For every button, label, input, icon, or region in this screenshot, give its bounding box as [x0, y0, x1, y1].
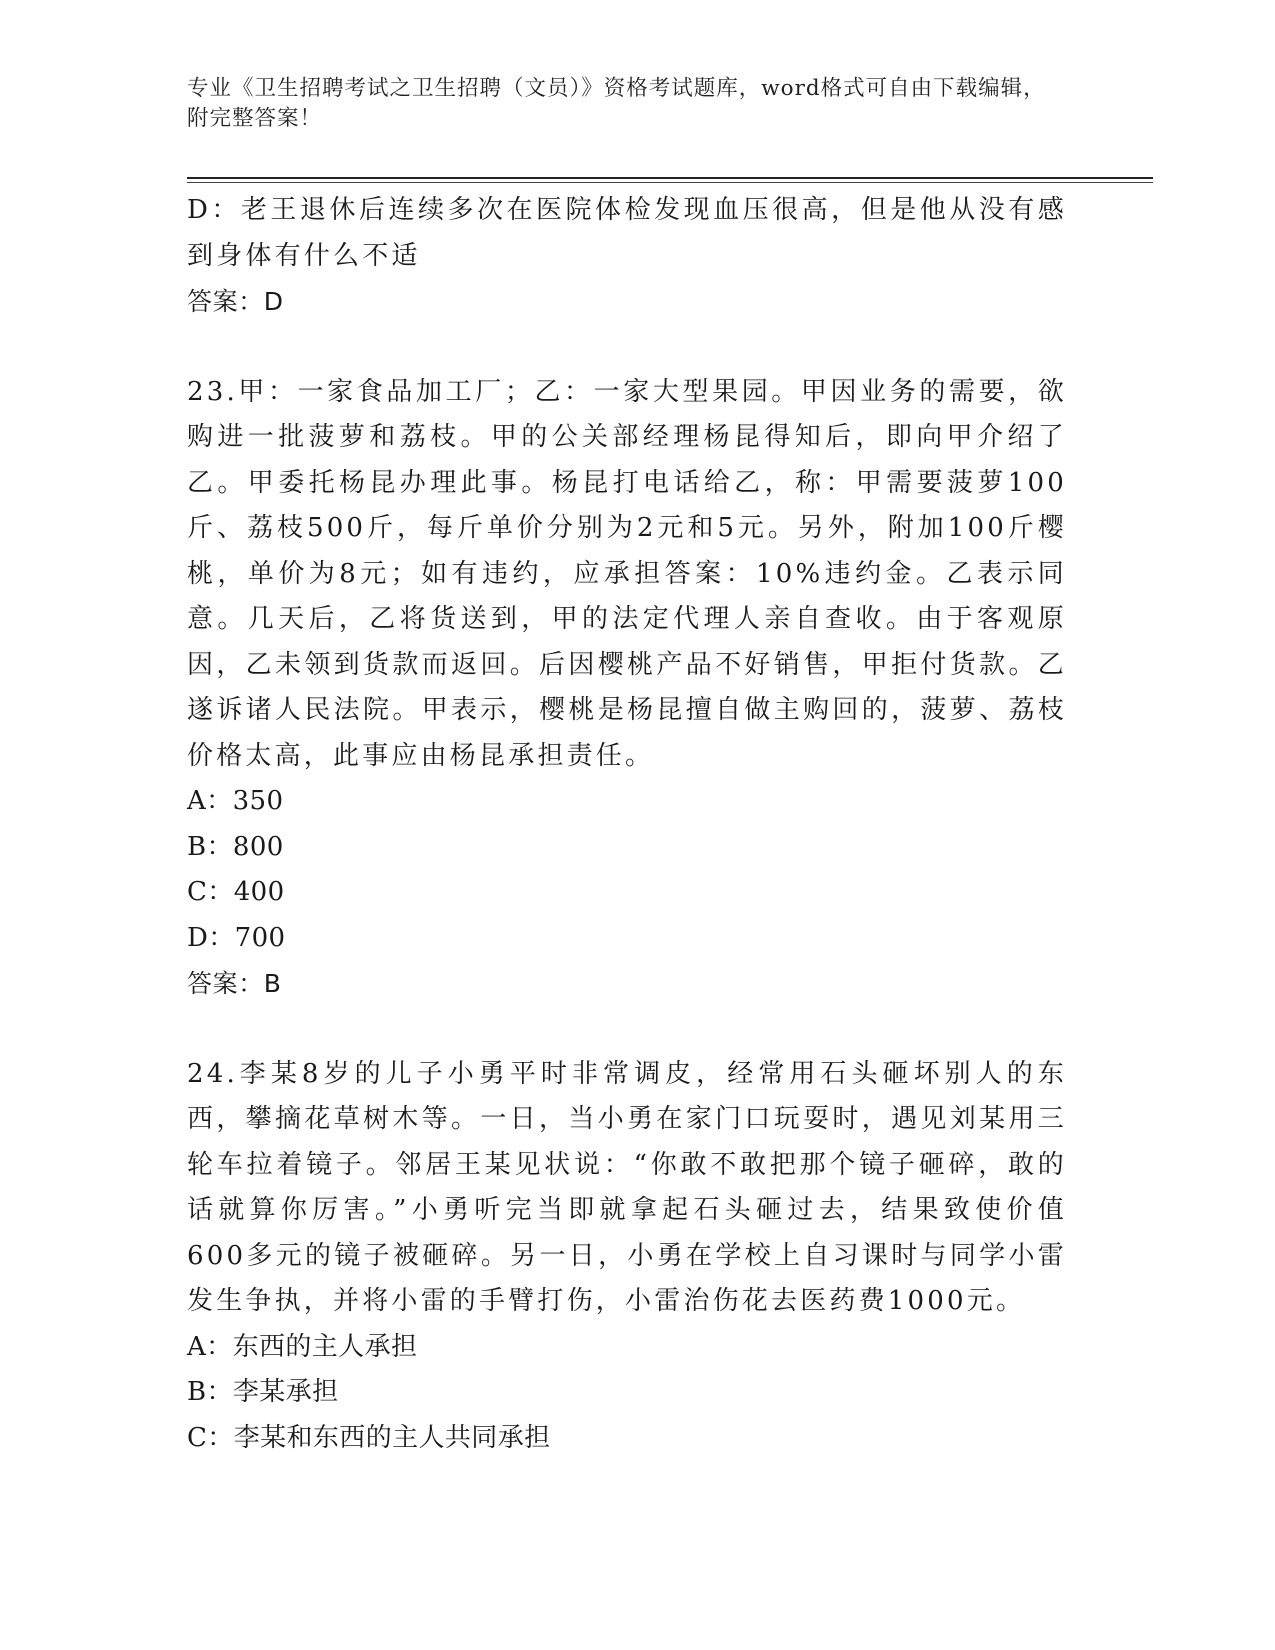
- question-23-answer: 答案：B: [187, 969, 282, 998]
- question-24-option-c: C：李某和东西的主人共同承担: [187, 1422, 551, 1453]
- question-24-option-b: B：李某承担: [187, 1377, 339, 1407]
- document-body: [187, 188, 1067, 1461]
- prev-question-option-d: D：老王退休后连续多次在医院体检发现血压很高，但是他从没有感到身体有什么不适: [187, 195, 1067, 271]
- question-24-option-a: A：东西的主人承担: [187, 1331, 418, 1362]
- question-24-stem: 24.李某8岁的儿子小勇平时非常调皮，经常用石头砸坏别人的东西，攀摘花草树木等。一日，当小勇在家门口玩耍时，遇见刘某用三轮车拉着镜子。邻居王某见状说：“你敢不敢把那个镜子砸碎，敢的话就算你厉害。”小勇听完当即就拿起石头砸过去，结果致使价值600多元的镜子被砸碎。另一日，小勇在学校上自习课时与同学小雷发生争执，并将小雷的手臂打伤，小雷治伤花去医药费1000元。: [187, 1058, 1067, 1316]
- spacer: [187, 325, 1067, 370]
- question-23-option-a: A：350: [187, 786, 284, 816]
- prev-question-answer: 答案：D: [187, 287, 284, 316]
- spacer: [187, 1007, 1067, 1052]
- question-23-option-c: C：400: [187, 877, 285, 907]
- question-23-stem: 23.甲：一家食品加工厂；乙：一家大型果园。甲因业务的需要，欲购进一批菠萝和荔枝。甲的公关部经理杨昆得知后，即向甲介绍了乙。甲委托杨昆办理此事。杨昆打电话给乙，称：甲需要菠萝100斤、荔枝500斤，每斤单价分别为2元和5元。另外，附加100斤樱桃，单价为8元；如有违约，应承担答案：10%违约金。乙表示同意。几天后，乙将货送到，甲的法定代理人亲自查收。由于客观原因，乙未领到货款而返回。后因樱桃产品不好销售，甲拒付货款。乙遂诉诸人民法院。甲表示，樱桃是杨昆擅自做主购回的，菠萝、荔枝价格太高，此事应由杨昆承担责任。: [187, 376, 1067, 771]
- header-divider-thick: [187, 177, 1153, 179]
- question-23-option-d: D：700: [187, 922, 286, 953]
- header-divider-thin: [187, 182, 1153, 183]
- question-23-option-b: B：800: [187, 831, 284, 862]
- document-header: 专业《卫生招聘考试之卫生招聘（文员）》资格考试题库，word格式可自由下载编辑，附完整答案！: [187, 76, 1046, 131]
